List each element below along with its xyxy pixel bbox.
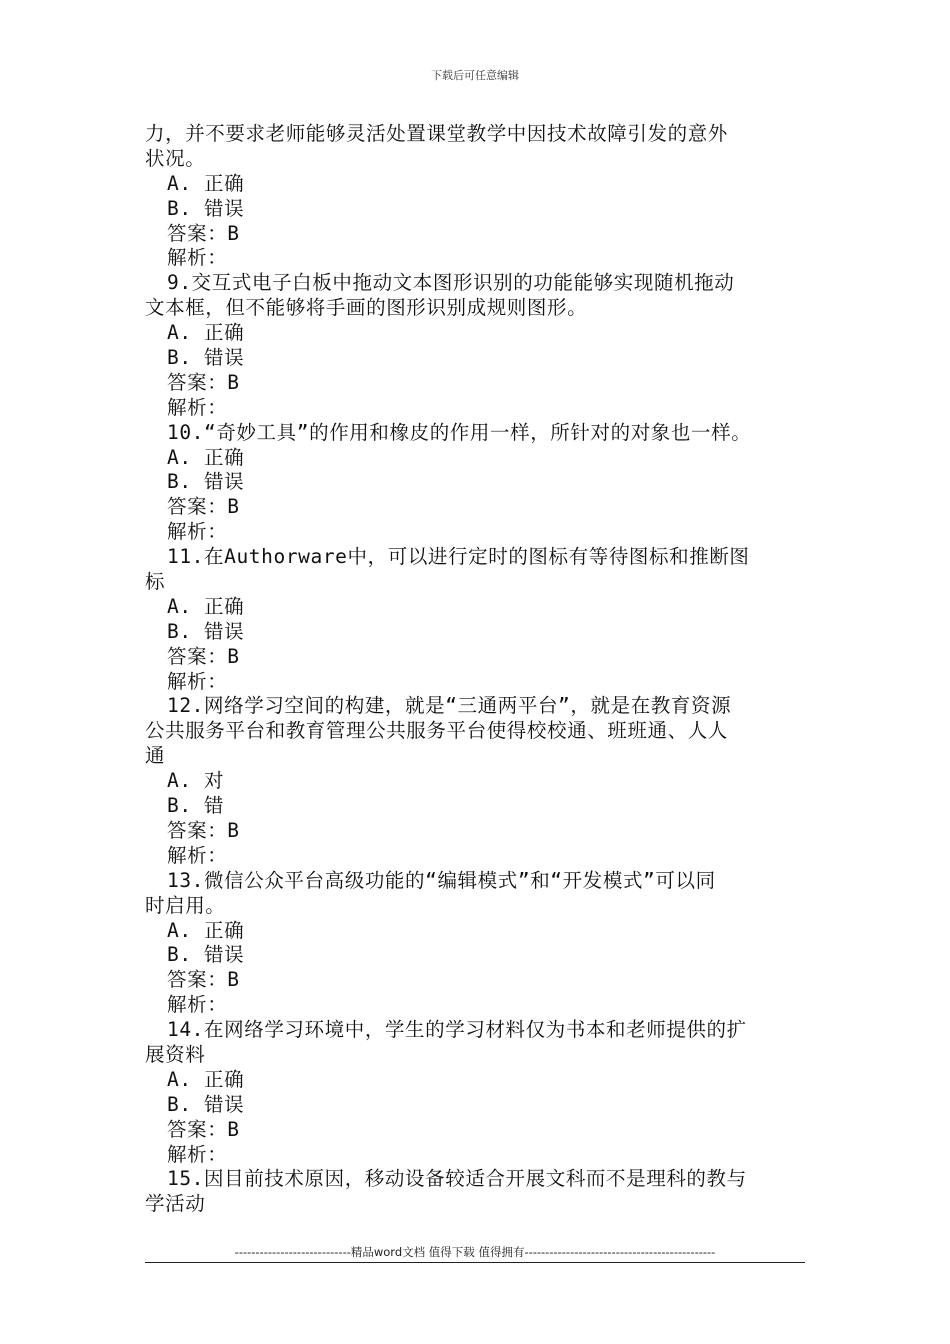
text-line: 答案：B bbox=[167, 968, 240, 992]
text-line: B. 错 bbox=[167, 794, 225, 818]
text-line: 通 bbox=[145, 744, 166, 768]
text-line: 解析： bbox=[167, 520, 228, 544]
text-line: A. 正确 bbox=[167, 171, 245, 195]
text-line: 14.在网络学习环境中，学生的学习材料仅为书本和老师提供的扩 bbox=[167, 1018, 747, 1042]
text-line: 解析： bbox=[167, 1142, 228, 1166]
text-line: 解析： bbox=[167, 246, 228, 270]
text-line: A. 正确 bbox=[167, 594, 245, 618]
text-line: 展资料 bbox=[145, 1042, 206, 1066]
text-line: 答案：B bbox=[167, 495, 240, 519]
text-line: 解析： bbox=[167, 669, 228, 693]
text-line: B. 错误 bbox=[167, 1092, 245, 1116]
text-line: A. 正确 bbox=[167, 321, 245, 345]
text-line: A. 正确 bbox=[167, 918, 245, 942]
text-line: 时启用。 bbox=[145, 893, 226, 917]
text-line: 状况。 bbox=[145, 146, 206, 170]
page-header: 下载后可任意编辑 bbox=[431, 69, 519, 82]
text-line: 答案：B bbox=[167, 1117, 240, 1141]
text-line: A. 正确 bbox=[167, 445, 245, 469]
text-line: 文本框，但不能够将手画的图形识别成规则图形。 bbox=[145, 296, 588, 320]
text-line: A. 正确 bbox=[167, 1067, 245, 1091]
text-line: 13.微信公众平台高级功能的“编辑模式”和“开发模式”可以同 bbox=[167, 868, 716, 892]
text-line: 答案：B bbox=[167, 818, 240, 842]
text-line: 解析： bbox=[167, 395, 228, 419]
text-line: 9.交互式电子白板中拖动文本图形识别的功能能够实现随机拖动 bbox=[167, 271, 735, 295]
text-line: B. 错误 bbox=[167, 196, 245, 220]
text-line: A. 对 bbox=[167, 769, 225, 793]
text-line: 10.“奇妙工具”的作用和橡皮的作用一样，所针对的对象也一样。 bbox=[167, 420, 752, 444]
footer-rule bbox=[145, 1262, 805, 1263]
text-line: 公共服务平台和教育管理公共服务平台使得校校通、班班通、人人 bbox=[145, 719, 728, 743]
text-line: 力，并不要求老师能够灵活处置课堂教学中因技术故障引发的意外 bbox=[145, 122, 728, 145]
text-line: 标 bbox=[145, 570, 166, 594]
text-line: B. 错误 bbox=[167, 619, 245, 643]
document-body bbox=[145, 122, 825, 1217]
text-line: 答案：B bbox=[167, 221, 240, 245]
text-line: 学活动 bbox=[145, 1192, 206, 1216]
text-line: B. 错误 bbox=[167, 943, 245, 967]
text-line: 答案：B bbox=[167, 370, 240, 394]
text-line: 答案：B bbox=[167, 644, 240, 668]
text-line: 解析： bbox=[167, 993, 228, 1017]
text-line: 15.因目前技术原因，移动设备较适合开展文科而不是理科的教与 bbox=[167, 1167, 747, 1191]
text-line: B. 错误 bbox=[167, 470, 245, 494]
text-line: 12.网络学习空间的构建，就是“三通两平台”，就是在教育资源 bbox=[167, 694, 732, 718]
text-line: 解析： bbox=[167, 843, 228, 867]
text-line: B. 错误 bbox=[167, 346, 245, 370]
text-line: 11.在Authorware中，可以进行定时的图标有等待图标和推断图 bbox=[167, 545, 750, 569]
page-footer: ----------------------------精品word文档 值得下载 值得拥有---------------------------------------------- bbox=[234, 1245, 716, 1259]
